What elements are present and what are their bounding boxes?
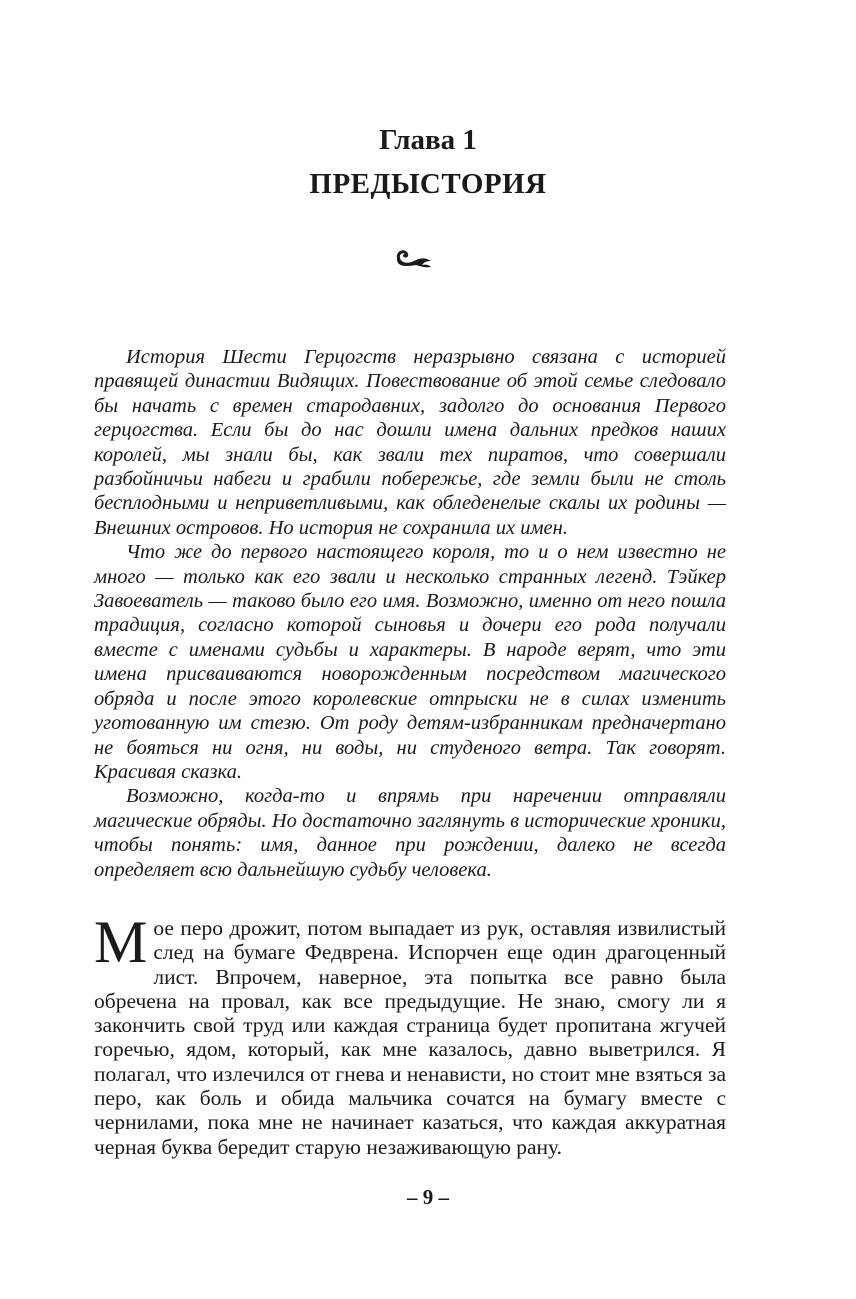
epigraph-paragraph: История Шести Герцогств неразрывно связана с историей правящей династии Видящих. Повествование об этой семье следовало бы начать с времен стародавних, задолго до основания Первого герцогства. Если бы до нас дошли имена дальних предков наших королей, мы знали бы, как звали тех пиратов, что совершали разбойничьи набеги и грабили побережье, где земли были не столь бесплодными и неприветливыми, как обледенелые скалы их родины — Внешних островов. Но история не сохранила их имен. [94, 346, 726, 539]
main-paragraph [94, 909, 726, 1159]
main-text [94, 909, 726, 1159]
epigraph-paragraph: Что же до первого настоящего короля, то и о нем известно не много — только как его звали и несколько странных легенд. Тэйкер Завоеватель — таково было его имя. Возможно, именно от него пошла традиция, согласно которой сыновья и дочери его рода получали вместе с именами судьбы и характеры. В народе верят, что эти имена присваиваются новорожденным посредством магического обряда и после этого королевские отпрыски не в силах изменить уготованную им стезю. От роду детям-избранникам предначертано не бояться ни огня, ни воды, ни студеного ветра. Так говорят. Красивая сказка. [94, 541, 726, 783]
drop-cap: М [94, 909, 148, 975]
epigraph [94, 345, 726, 882]
epigraph-paragraph: Возможно, когда-то и впрямь при наречении отправляли магические обряды. Но достаточно заглянуть в исторические хроники, чтобы понять: имя, данное при рождении, далеко не всегда определяет всю дальнейшую судьбу человека. [94, 785, 726, 881]
page-number: – 9 – [407, 1185, 449, 1209]
leaf-fleuron-icon [394, 244, 434, 272]
chapter-number: Глава 1 [379, 124, 477, 156]
chapter-title: ПРЕДЫСТОРИЯ [309, 168, 547, 200]
main-paragraph-text: ое перо дрожит, потом выпадает из рук, оставляя извилистый след на бумаге Федврена. Испорчен еще один драгоценный лист. Впрочем, наверное, эта попытка все равно была обречена на провал, как все предыдущие. Не знаю, смогу ли я закончить свой труд или каждая страница будет пропитана жгучей горечью, ядом, который, как мне казалось, давно выветрился. Я полагал, что излечился от гнева и ненависти, но стоит мне взяться за перо, как боль и обида мальчика сочатся на бумагу вместе с чернилами, пока мне не начинает казаться, что каждая аккуратная черная буква бередит старую незаживающую рану. [94, 916, 726, 1159]
